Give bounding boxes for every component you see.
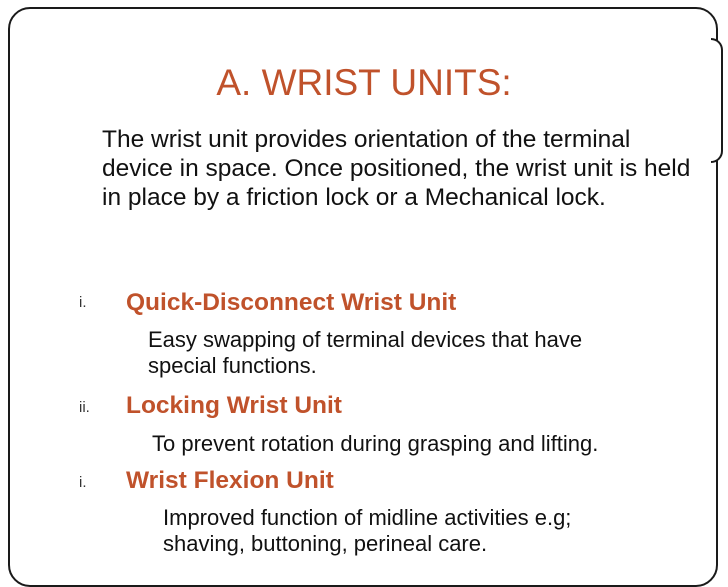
intro-paragraph: The wrist unit provides orientation of the terminal device in space. Once positioned, the wrist unit is held in place by a friction lock or a Mechanical lock. bbox=[102, 126, 691, 211]
list-marker: i. bbox=[79, 294, 87, 311]
item-description: Improved function of midline activities e.g; shaving, buttoning, perineal care. bbox=[163, 505, 572, 556]
item-heading-wrist-flexion: Wrist Flexion Unit bbox=[126, 467, 334, 494]
list-marker: i. bbox=[79, 474, 87, 491]
item-heading-locking: Locking Wrist Unit bbox=[126, 392, 342, 419]
item-heading-quick-disconnect: Quick-Disconnect Wrist Unit bbox=[126, 289, 457, 316]
list-marker: ii. bbox=[79, 399, 90, 416]
slide-title: A. WRIST UNITS: bbox=[216, 62, 512, 103]
item-description: To prevent rotation during grasping and lifting. bbox=[152, 431, 599, 456]
item-description: Easy swapping of terminal devices that have special functions. bbox=[148, 327, 583, 378]
